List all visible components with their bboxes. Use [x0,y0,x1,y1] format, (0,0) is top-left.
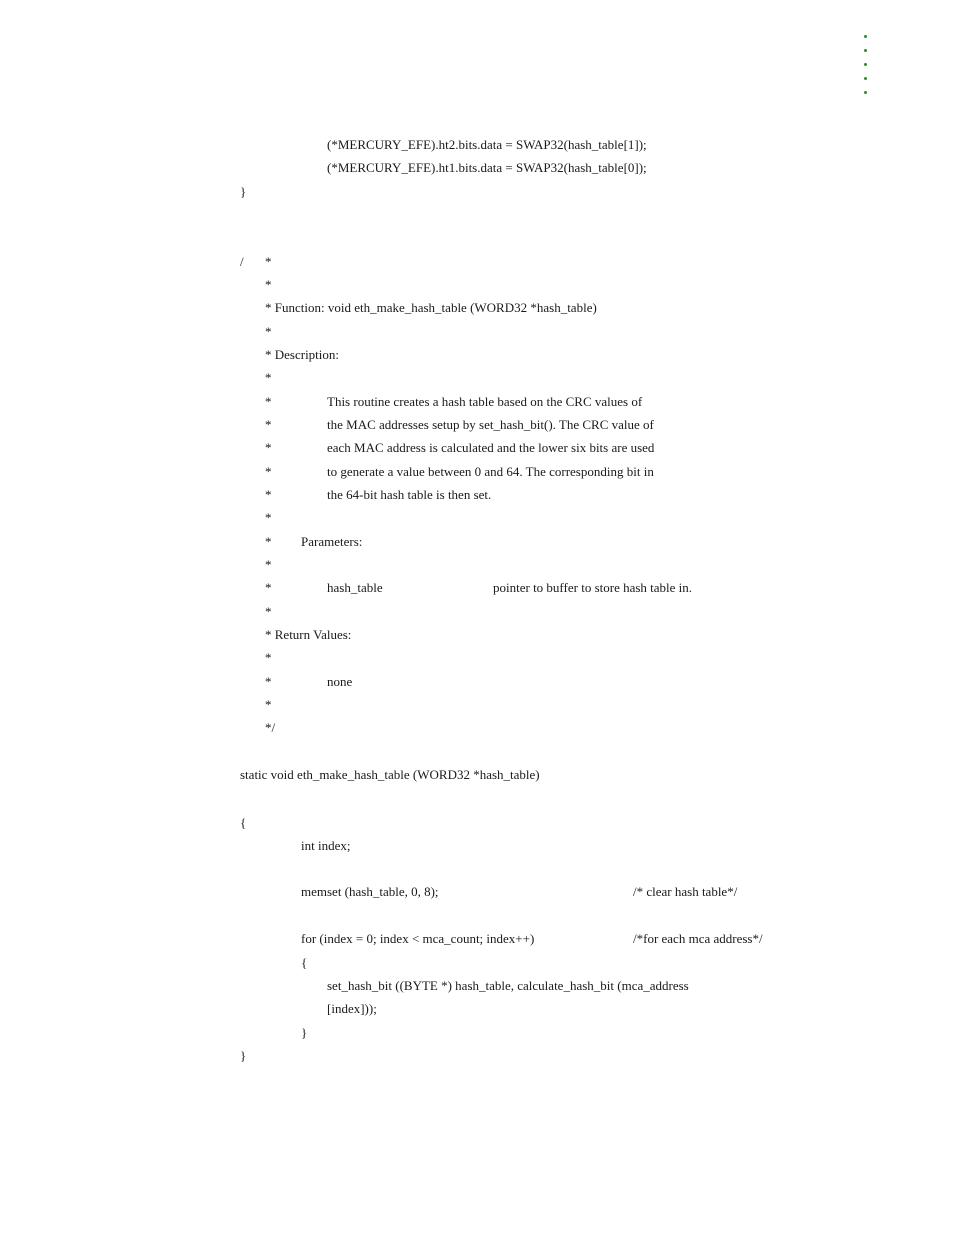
comment-desc-text: the 64-bit hash table is then set. [327,487,492,502]
code-for-loop: for (index = 0; index < mca_count; index++) [301,931,535,946]
code-memset-comment: /* clear hash table*/ [633,884,738,899]
comment-star: * [265,557,272,572]
comment-star: * [265,417,272,432]
comment-return-value: none [327,674,353,689]
code-line-ht1: (*MERCURY_EFE).ht1.bits.data = SWAP32(hash_table[0]); [327,160,647,175]
code-int-index: int index; [301,838,351,853]
comment-star: * [265,650,272,665]
code-memset: memset (hash_table, 0, 8); [301,884,439,899]
comment-desc-text: the MAC addresses setup by set_hash_bit(). The CRC value of [327,417,654,432]
comment-star: * [265,534,272,549]
margin-dot [864,35,867,38]
comment-desc-text: This routine creates a hash table based on the CRC values of [327,394,643,409]
comment-star: * [265,604,272,619]
comment-star: * [265,697,272,712]
comment-description-line: * Description: [265,347,340,362]
margin-dot [864,49,867,52]
comment-star: * [265,510,272,525]
code-set-hash-line-1: set_hash_bit ((BYTE *) hash_table, calculate_hash_bit (mca_address [327,978,689,993]
comment-param-desc: pointer to buffer to store hash table in. [493,580,693,595]
margin-dot [864,63,867,66]
code-loop-close-brace: } [301,1025,308,1040]
comment-star: * [265,370,272,385]
code-close-brace: } [240,1048,247,1063]
comment-star: * [265,674,272,689]
comment-end: */ [265,720,276,735]
code-open-brace: { [240,815,247,830]
comment-star: * [265,440,272,455]
comment-slash: / [240,254,244,269]
comment-desc-text: each MAC address is calculated and the lower six bits are used [327,440,655,455]
margin-dot [864,91,867,94]
comment-param-name: hash_table [327,580,383,595]
comment-desc-text: to generate a value between 0 and 64. The corresponding bit in [327,464,654,479]
comment-star: * [265,277,272,292]
code-loop-open-brace: { [301,955,308,970]
comment-parameters-label: Parameters: [301,534,363,549]
code-for-comment: /*for each mca address*/ [633,931,763,946]
comment-star: * [265,487,272,502]
comment-star: * [265,254,272,269]
code-set-hash-line-2: [index])); [327,1001,377,1016]
comment-function-line: * Function: void eth_make_hash_table (WORD32 *hash_table) [265,300,597,315]
function-signature: static void eth_make_hash_table (WORD32 *hash_table) [240,767,540,782]
comment-return-label: * Return Values: [265,627,352,642]
comment-star: * [265,394,272,409]
comment-star: * [265,580,272,595]
margin-dot [864,77,867,80]
comment-star: * [265,464,272,479]
comment-star: * [265,324,272,339]
code-line-ht2: (*MERCURY_EFE).ht2.bits.data = SWAP32(hash_table[1]); [327,137,647,152]
code-close-brace: } [240,184,247,199]
